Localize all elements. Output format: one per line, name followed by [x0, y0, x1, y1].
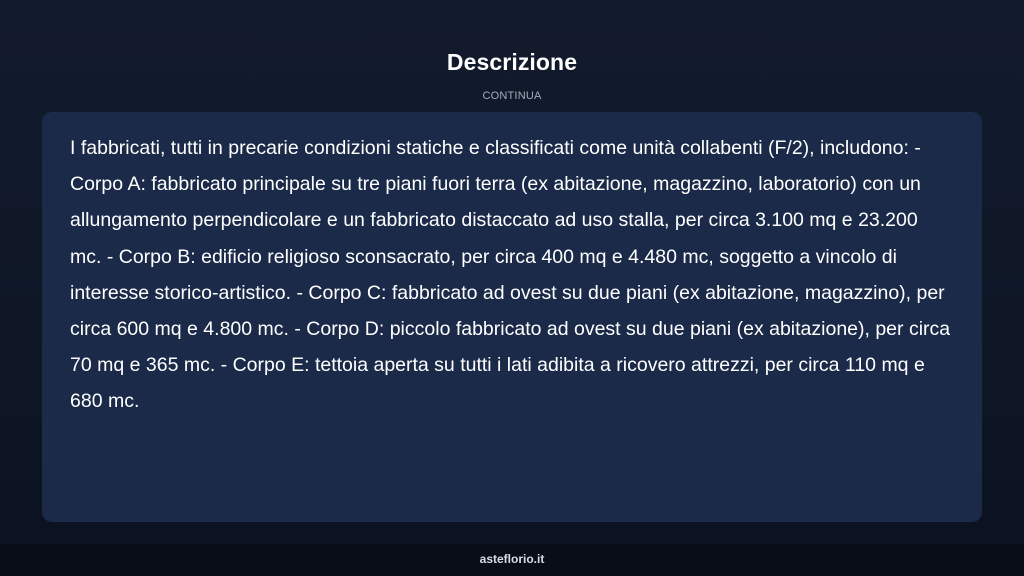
continued-label: CONTINUA — [482, 90, 542, 102]
footer-brand: asteflorio.it — [0, 544, 1024, 576]
description-text: I fabbricati, tutti in precarie condizioni statiche e classificati come unità collabenti (F/2), includono: - Corpo A: fabbricato principale su tre piani fuori terra (ex abitazione, magazzino, laboratorio) con un allungamento perpendicolare e un fabbricato distaccato ad uso stalla, per circa 3.100 mq e 23.200 mc. - Corpo B: edificio religioso sconsacrato, per circa 400 mq e 4.480 mc, soggetto a vincolo di interesse storico-artistico. - Corpo C: fabbricato ad ovest su due piani (ex abitazione, magazzino), per circa 600 mq e 4.800 mc. - Corpo D: piccolo fabbricato ad ovest su due piani (ex abitazione), per circa 70 mq e 365 mc. - Corpo E: tettoia aperta su tutti i lati adibita a ricovero attrezzi, per circa 110 mq e 680 mc. — [70, 137, 951, 413]
description-card — [42, 112, 982, 522]
page-title: Descrizione — [446, 49, 578, 75]
